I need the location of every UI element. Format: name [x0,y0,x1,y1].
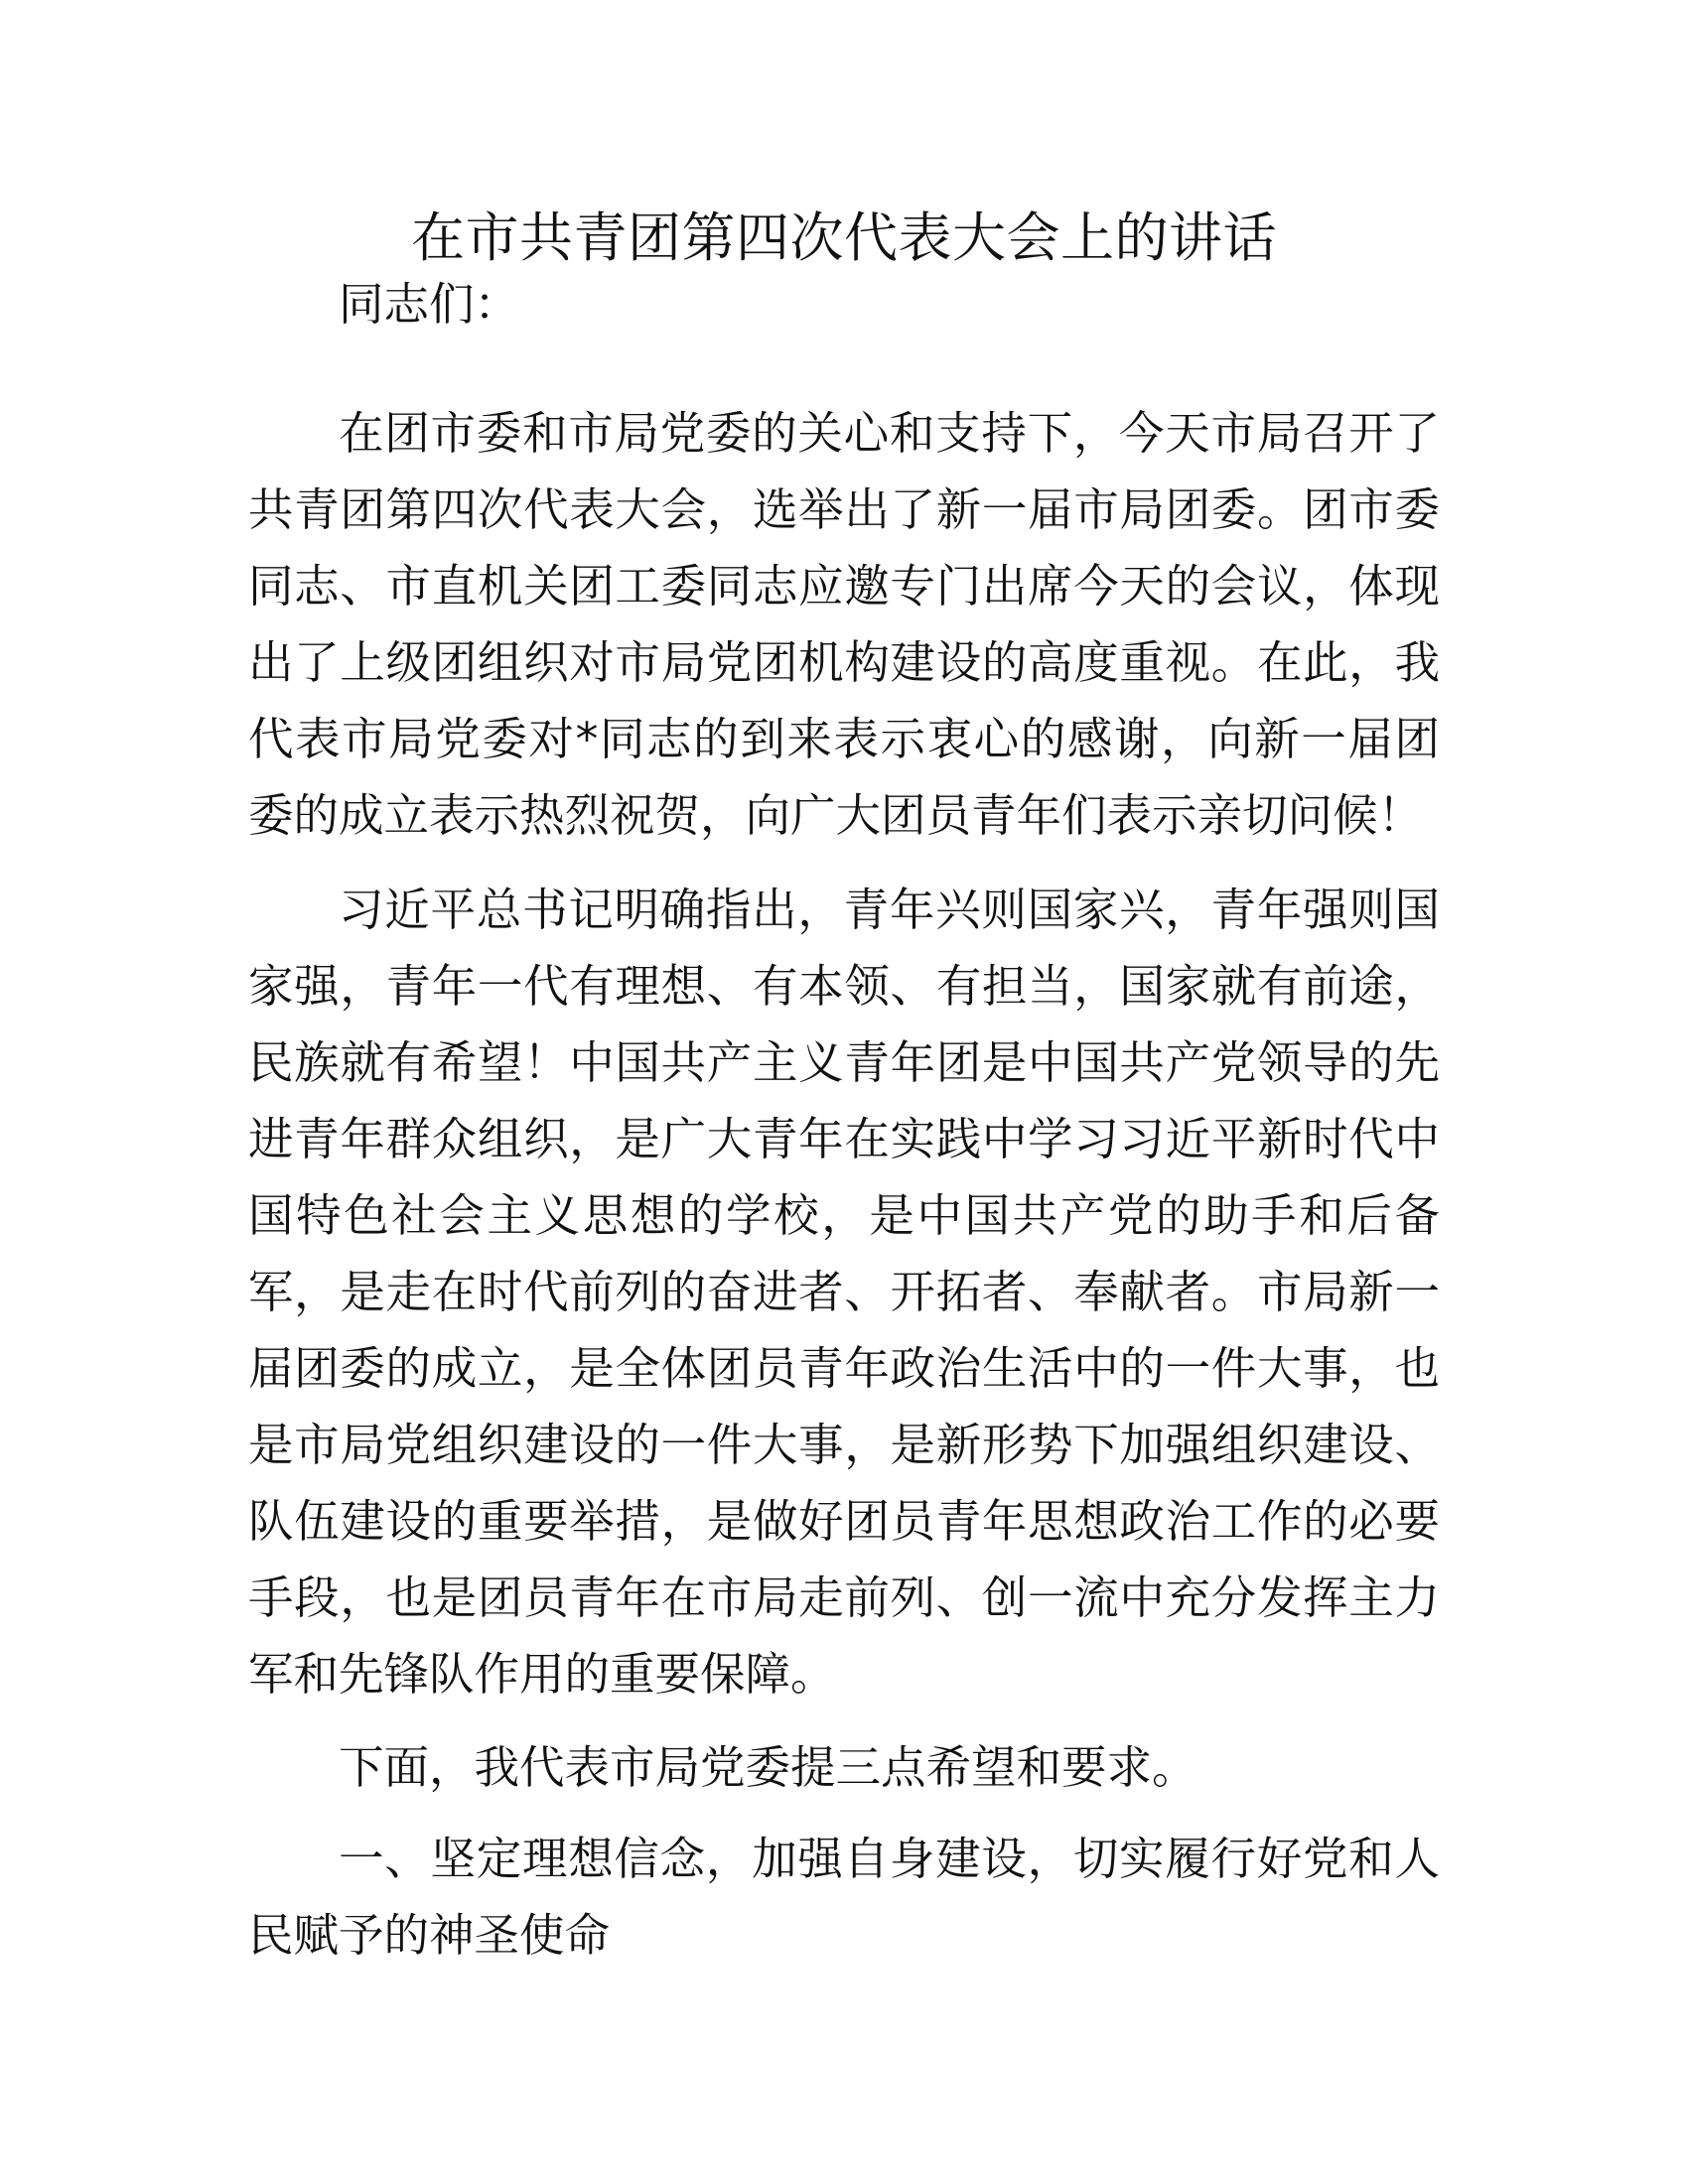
section-heading-one: 一、坚定理想信念，加强自身建设，切实履行好党和人民赋予的神圣使命 [248,1833,1440,1962]
document-title: 在市共青团第四次代表大会上的讲话 [411,206,1277,269]
paragraph-intro: 在团市委和市局党委的关心和支持下，今天市局召开了共青团第四次代表大会，选举出了新一届市局团委。团市委同志、市直机关团工委同志应邀专门出席今天的会议，体现出了上级团组织对市局党团机构建设的高度重视。在此，我代表市局党委对*同志的到来表示衷心的感谢，向新一届团委的成立表示热烈祝贺，向广大团员青年们表示亲切问候！ [248,407,1440,842]
paragraph-transition: 下面，我代表市局党委提三点希望和要求。 [339,1741,1197,1794]
paragraph-significance: 习近平总书记明确指出，青年兴则国家兴，青年强则国家强，青年一代有理想、有本领、有担当，国家就有前途，民族就有希望！中国共产主义青年团是中国共产党领导的先进青年群众组织，是广大青年在实践中学习习近平新时代中国特色社会主义思想的学校，是中国共产党的助手和后备军，是走在时代前列的奋进者、开拓者、奉献者。市局新一届团委的成立，是全体团员青年政治生活中的一件大事，也是市局党组织建设的一件大事，是新形势下加强组织建设、队伍建设的重要举措，是做好团员青年思想政治工作的必要手段，也是团员青年在市局走前列、创一流中充分发挥主力军和先锋队作用的重要保障。 [248,884,1440,1701]
salutation: 同志们： [339,278,520,331]
